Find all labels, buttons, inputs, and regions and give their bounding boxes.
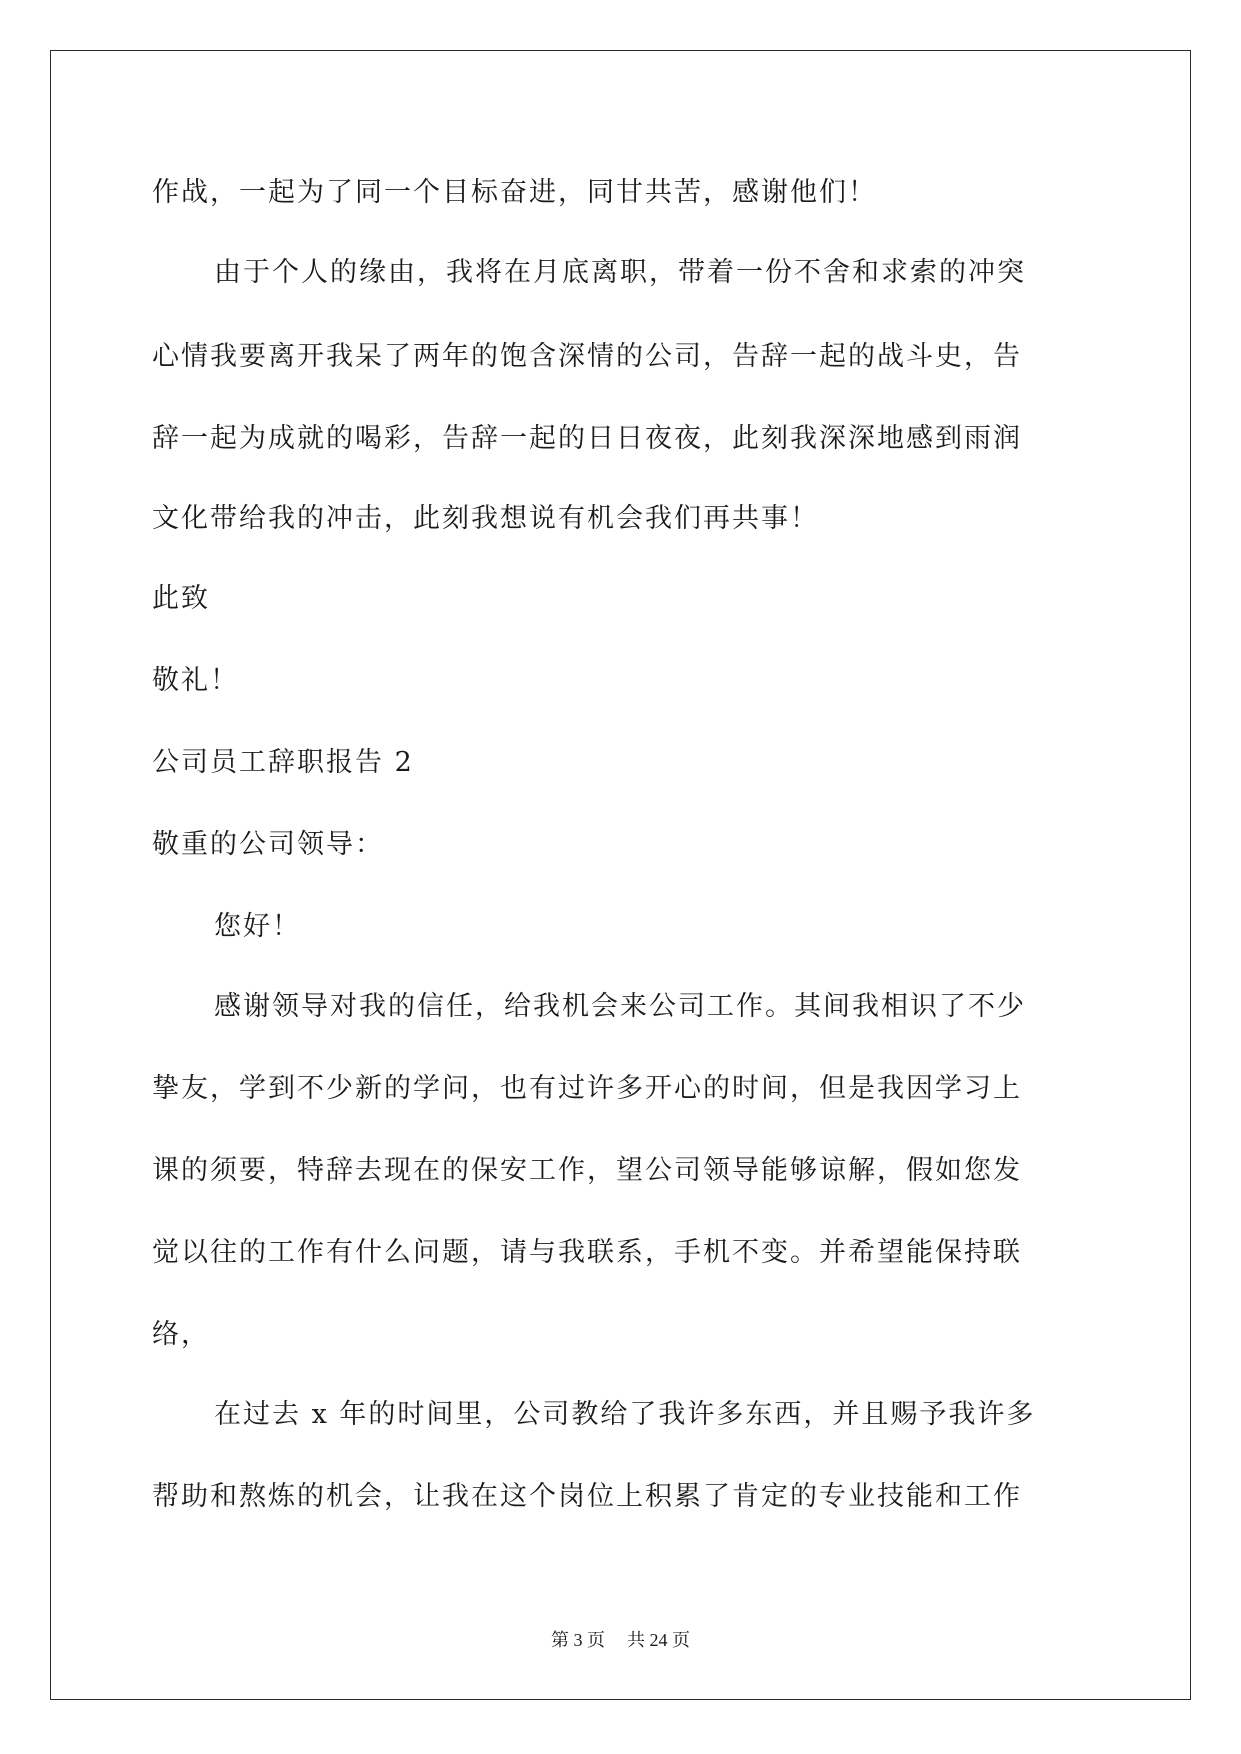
paragraph-line: 感谢领导对我的信任，给我机会来公司工作。其间我相识了不少 (214, 991, 1026, 1022)
closing-regards: 敬礼！ (152, 665, 239, 696)
total-pages: 共 24 页 (627, 1630, 690, 1650)
section-title: 公司员工辞职报告 2 (152, 747, 414, 778)
paragraph-line: 辞一起为成就的喝彩，告辞一起的日日夜夜，此刻我深深地感到雨润 (152, 423, 1022, 454)
closing-salutation: 此致 (152, 583, 210, 614)
paragraph-line: 帮助和熬炼的机会，让我在这个岗位上积累了肯定的专业技能和工作 (152, 1481, 1022, 1512)
greeting: 您好！ (214, 911, 301, 942)
paragraph-line: 在过去 x 年的时间里，公司教给了我许多东西，并且赐予我许多 (214, 1399, 1036, 1430)
greeting-recipient: 敬重的公司领导： (152, 829, 384, 860)
paragraph-line: 文化带给我的冲击，此刻我想说有机会我们再共事！ (152, 503, 819, 534)
paragraph-line: 挚友，学到不少新的学问，也有过许多开心的时间，但是我因学习上 (152, 1073, 1022, 1104)
page-footer (0, 1628, 1241, 1652)
paragraph-line: 作战，一起为了同一个目标奋进，同甘共苦，感谢他们！ (152, 177, 877, 208)
paragraph-line: 觉以往的工作有什么问题，请与我联系，手机不变。并希望能保持联 (152, 1237, 1022, 1268)
page-number: 第 3 页 (551, 1630, 605, 1650)
page-border (50, 50, 1191, 1700)
paragraph-line: 心情我要离开我呆了两年的饱含深情的公司，告辞一起的战斗史，告 (152, 341, 1022, 372)
paragraph-line: 由于个人的缘由，我将在月底离职，带着一份不舍和求索的冲突 (214, 257, 1026, 288)
paragraph-line: 课的须要，特辞去现在的保安工作，望公司领导能够谅解，假如您发 (152, 1155, 1022, 1186)
paragraph-line: 络， (152, 1319, 210, 1350)
